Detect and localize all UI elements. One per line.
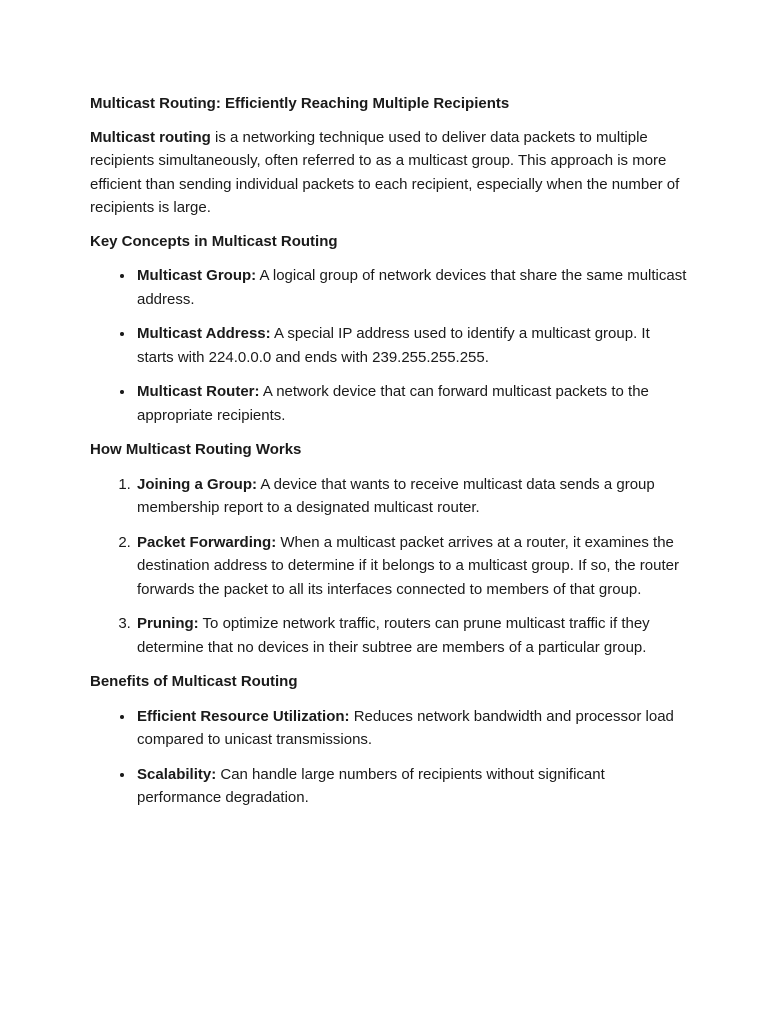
- how-it-works-list: [90, 473, 690, 660]
- intro-bold-term: Multicast routing: [90, 128, 211, 146]
- list-item-text: A logical group of network devices that share the same multicast address.: [137, 267, 687, 308]
- benefits-list: [90, 705, 690, 810]
- list-item-term: Pruning:: [137, 615, 199, 632]
- document-page: [90, 92, 690, 821]
- list-item-term: Multicast Address:: [137, 325, 271, 342]
- benefits-heading: Benefits of Multicast Routing: [90, 673, 298, 690]
- list-item-text: When a multicast packet arrives at a router, it examines the destination address to determine if it belongs to a multicast group. If so, the router forwards the packet to all its interfaces connected to members of that group.: [137, 533, 679, 598]
- list-item-term: Joining a Group:: [137, 475, 257, 493]
- list-item-text: To optimize network traffic, routers can prune multicast traffic if they determine that no devices in their subtree are members of a particular group.: [137, 615, 650, 656]
- list-item-text: A special IP address used to identify a multicast group. It starts with 224.0.0.0 and ends with 239.255.255.255.: [137, 325, 650, 366]
- intro-paragraph: [90, 126, 690, 220]
- how-it-works-heading: How Multicast Routing Works: [90, 441, 302, 458]
- list-item: [135, 473, 690, 520]
- list-item-text: Can handle large numbers of recipients without significant performance degradation.: [137, 765, 605, 806]
- list-item-text: A device that wants to receive multicast data sends a group membership report to a designated multicast router.: [137, 475, 655, 516]
- list-item-term: Efficient Resource Utilization:: [137, 707, 350, 725]
- list-item-term: Multicast Group:: [137, 267, 257, 284]
- list-item-text: Reduces network bandwidth and processor load compared to unicast transmissions.: [137, 707, 674, 748]
- list-item: [135, 322, 690, 369]
- key-concepts-heading: Key Concepts in Multicast Routing: [90, 232, 338, 250]
- list-item: [135, 380, 690, 427]
- list-item-term: Packet Forwarding:: [137, 533, 277, 551]
- list-item-term: Scalability:: [137, 765, 217, 783]
- key-concepts-list: [90, 264, 690, 427]
- list-item: [135, 763, 690, 810]
- intro-text: is a networking technique used to deliver data packets to multiple recipients simultaneously, often referred to as a multicast group. This approach is more efficient than sending individual packets to each recipient, especially when the number of recipients is large.: [90, 128, 680, 216]
- list-item-text: A network device that can forward multicast packets to the appropriate recipients.: [137, 383, 649, 424]
- list-item: [135, 531, 690, 602]
- list-item: [135, 705, 690, 752]
- list-item: [135, 612, 690, 659]
- list-item: [135, 264, 690, 311]
- list-item-term: Multicast Router:: [137, 383, 260, 400]
- document-title: Multicast Routing: Efficiently Reaching Multiple Recipients: [90, 95, 510, 112]
